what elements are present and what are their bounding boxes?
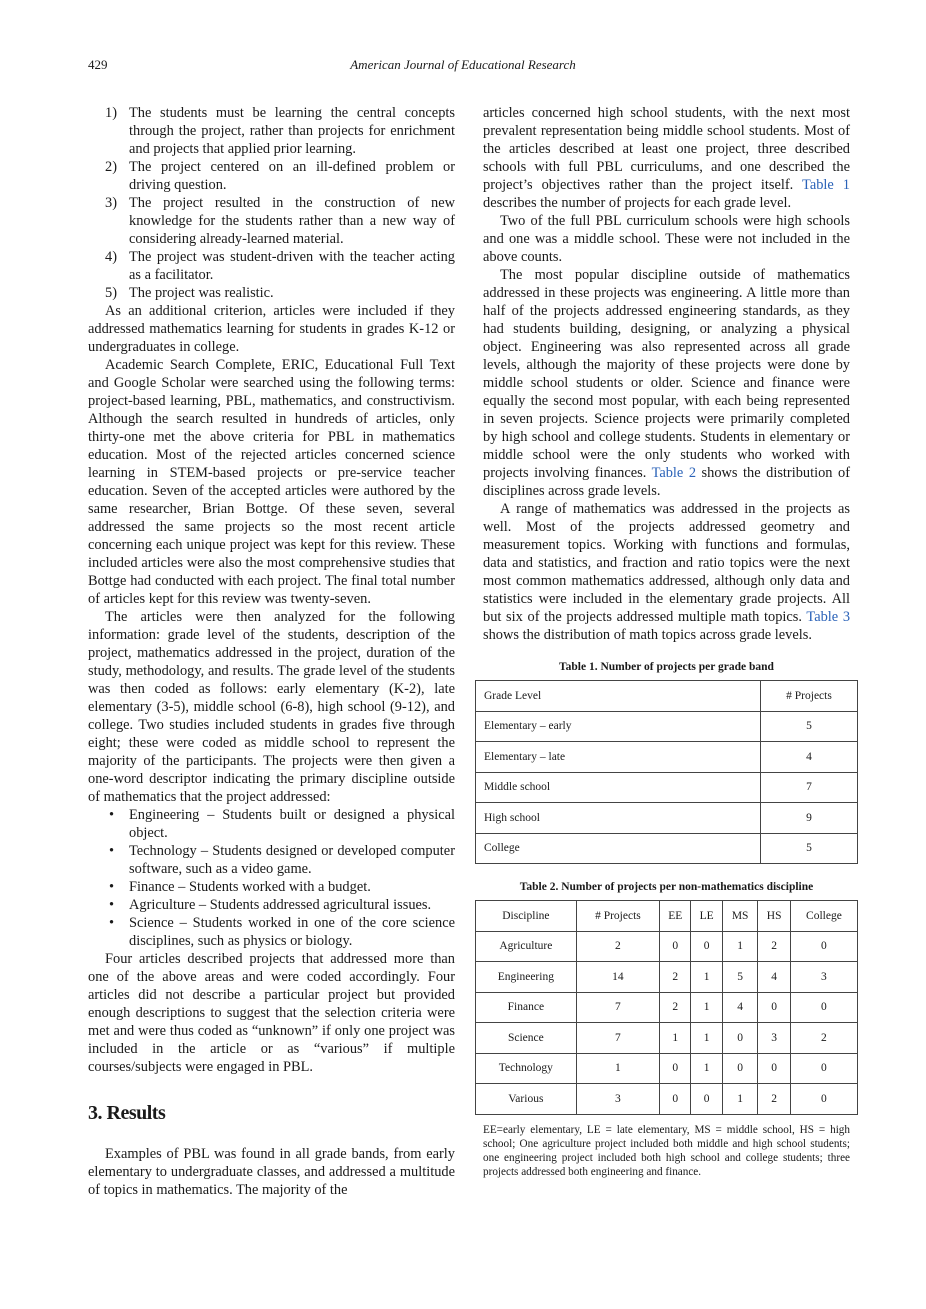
paragraph [483,266,850,500]
paragraph: Two of the full PBL curriculum schools were high schools and one was a middle school. These were not included in the above counts. [483,213,850,265]
criteria-number: 2) [105,159,117,175]
table-cell: 2 [660,992,691,1023]
discipline-item [88,806,455,842]
discipline-list [88,806,455,950]
criteria-item [88,104,455,158]
table-1-caption: Table 1. Number of projects per grade band [559,661,774,673]
discipline-text: Agriculture – Students addressed agricultural issues. [129,897,432,913]
table-cell: Elementary – late [476,742,761,773]
table-cell: 7 [761,772,858,803]
table-row [476,711,858,742]
table-cell: 7 [576,992,659,1023]
table-header-cell: College [790,901,857,932]
table-row [476,931,858,962]
table-row [476,962,858,993]
criteria-number: 4) [105,249,117,265]
criteria-item [88,194,455,248]
criteria-item [88,284,455,302]
paragraph: Academic Search Complete, ERIC, Educational Full Text and Google Scholar were searched using the following terms: project-based learning, PBL, mathematics, and constructivism. Although the search resulted in hundreds of articles, only thirty-one met the above criteria for PBL in mathematics education. Most of the rejected articles concerned science learning in STEM-based projects or pre-service teacher education. Seven of the accepted articles were authored by the same researcher, Brian Bottge. Of these seven, several addressed the same projects so the most recent article concerning each unique project was kept for this review. These included articles were also the most comprehensive studies that Bottge had conducted with each project. The final total number of articles kept for this review was twenty-seven. [88,357,455,607]
left-column [88,104,455,1199]
table-cell: 0 [790,1053,857,1084]
table-cell: 1 [691,1023,722,1054]
table-cell: 1 [691,1053,722,1084]
table-row [476,992,858,1023]
discipline-text: Finance – Students worked with a budget. [129,879,371,895]
table-cell: High school [476,803,761,834]
table-2-link[interactable]: Table 2 [651,465,697,481]
table-cell: 2 [758,931,790,962]
table-row [476,742,858,773]
criteria-text: The students must be learning the central concepts through the project, rather than projects for enrichment and projects that applied prior learning. [129,105,455,157]
table-row [476,1084,858,1115]
table-cell: 14 [576,962,659,993]
table-cell: 2 [790,1023,857,1054]
criteria-text: The project was student-driven with the teacher acting as a facilitator. [129,249,455,283]
table-cell: 0 [758,1053,790,1084]
table-cell: 0 [790,931,857,962]
table-cell: 2 [576,931,659,962]
criteria-list [88,104,455,302]
table-cell: 0 [790,992,857,1023]
table-header-cell: MS [722,901,758,932]
table-cell: 1 [691,962,722,993]
journal-title: American Journal of Educational Research [350,57,576,72]
table-cell: 4 [758,962,790,993]
table-header-cell: Discipline [476,901,577,932]
table-cell: Technology [476,1053,577,1084]
table-header-row [476,901,858,932]
criteria-text: The project centered on an ill-defined problem or driving question. [129,159,455,193]
text-run: The most popular discipline outside of mathematics addressed in these projects was engineering. A little more than half of the projects addressed engineering standards, as they had students building, designing, or analyzing a physical object. Engineering was also represented across all grade levels, although the majority of these projects were done by middle school students or older. Science and finance were equally the second most popular, with each being represented in seven projects. Science projects were primarily completed by high school and college students. Students in elementary or middle school were the only students who worked with projects involving finances. [483,267,850,481]
table-cell: 4 [722,992,758,1023]
table-row [476,803,858,834]
section-title: 3. Results [88,1102,166,1124]
table-row [476,1053,858,1084]
bullet-icon: • [109,879,115,895]
criteria-number: 3) [105,195,117,211]
table-cell: 2 [758,1084,790,1115]
table-1-link[interactable]: Table 1 [802,177,851,193]
criteria-text: The project resulted in the construction of new knowledge for the students rather than a new way of considering already-learned material. [129,195,455,247]
table-cell: 0 [660,931,691,962]
table-header-row [476,681,858,712]
table-cell: 3 [576,1084,659,1115]
discipline-item [88,878,455,896]
text-run: describes the number of projects for each grade level. [483,195,792,211]
table-cell: Elementary – early [476,711,761,742]
table-cell: Agriculture [476,931,577,962]
text-run: shows the distribution of disciplines across grade levels. [483,465,851,499]
table-cell: 0 [691,1084,722,1115]
criteria-number: 1) [105,105,117,121]
discipline-item [88,842,455,878]
discipline-item [88,896,455,914]
table-cell: 9 [761,803,858,834]
table-cell: 0 [660,1084,691,1115]
table-header-cell: Grade Level [476,681,761,712]
table-cell: Engineering [476,962,577,993]
table-cell: 2 [660,962,691,993]
text-run: articles concerned high school students, with the next most prevalent representation being middle school students. Most of the articles described at least one project, three described schools with full PBL curriculums, and one described the project’s objectives rather than the project itself. [483,105,850,193]
criteria-number: 5) [105,285,117,301]
table-2-note: EE=early elementary, LE = late elementary, MS = middle school, HS = high school; One agriculture project included both middle and high school students; one engineering project included both high school and college students; three projects addressed both engineering and finance. [483,1123,850,1178]
criteria-text: The project was realistic. [129,285,274,301]
page-header [0,57,926,75]
table-cell: 0 [722,1053,758,1084]
table-cell: 1 [660,1023,691,1054]
table-cell: 7 [576,1023,659,1054]
table-cell: 1 [722,931,758,962]
table-cell: Middle school [476,772,761,803]
discipline-text: Technology – Students designed or developed computer software, such as a video game. [129,843,455,877]
table-2-caption: Table 2. Number of projects per non-mathematics discipline [519,881,814,893]
table-cell: 5 [761,711,858,742]
table-cell: 0 [691,931,722,962]
table-row [476,833,858,864]
table-2 [475,900,858,1115]
table-cell: Various [476,1084,577,1115]
table-cell: 0 [722,1023,758,1054]
table-cell: 1 [691,992,722,1023]
text-run: shows the distribution of math topics across grade levels. [483,627,812,643]
table-cell: 4 [761,742,858,773]
table-header-cell: # Projects [761,681,858,712]
paragraph: Four articles described projects that addressed more than one of the above areas and were coded accordingly. Four articles did not describe a particular project but provided enough descriptions to suggest that the selection criteria were met and were thus coded as “unknown” if only one project was included in the article or as “various” if multiple courses/subjects were engaged in PBL. [88,951,455,1075]
discipline-text: Science – Students worked in one of the core science disciplines, such as physics or biology. [129,915,455,949]
table-cell: 3 [758,1023,790,1054]
table-header-cell: EE [660,901,691,932]
right-column [483,104,850,1179]
criteria-item [88,248,455,284]
table-1 [475,680,858,864]
paragraph [483,104,850,212]
bullet-icon: • [109,807,115,823]
table-cell: 0 [758,992,790,1023]
table-cell: 0 [790,1084,857,1115]
paragraph [483,500,850,644]
table-row [476,1023,858,1054]
table-cell: 0 [660,1053,691,1084]
paragraph: Examples of PBL was found in all grade bands, from early elementary to undergraduate classes, and addressed a multitude of topics in mathematics. The majority of the [88,1146,455,1198]
discipline-item [88,914,455,950]
table-header-cell: LE [691,901,722,932]
paragraph: As an additional criterion, articles were included if they addressed mathematics learning for students in grades K-12 or undergraduates in college. [88,303,455,355]
bullet-icon: • [109,915,115,931]
table-cell: Science [476,1023,577,1054]
table-cell: 5 [761,833,858,864]
table-cell: 5 [722,962,758,993]
table-header-cell: HS [758,901,790,932]
table-row [476,772,858,803]
page-number: 429 [88,57,108,72]
table-3-link[interactable]: Table 3 [806,609,851,625]
bullet-icon: • [109,897,115,913]
paragraph: The articles were then analyzed for the following information: grade level of the students, description of the project, mathematics addressed in the project, duration of the study, methodology, and results. The grade level of the students was then coded as follows: early elementary (K-2), late elementary (3-5), middle school (6-8), high school (9-12), and college. Two studies included students in grades five through eight; these were coded as middle school to represent the majority of the participants. The projects were then given a one-word descriptor indicating the primary discipline outside of mathematics that the project addressed: [88,609,455,805]
table-cell: College [476,833,761,864]
criteria-item [88,158,455,194]
table-cell: 3 [790,962,857,993]
bullet-icon: • [109,843,115,859]
text-run: A range of mathematics was addressed in the projects as well. Most of the projects addressed geometry and measurement topics. Working with functions and formulas, data and statistics, and fraction and ratio topics were the next most common mathematics addressed, although only data and statistics were included in the elementary grade projects. All but six of the projects addressed multiple math topics. [483,501,850,625]
table-cell: 1 [576,1053,659,1084]
table-header-cell: # Projects [576,901,659,932]
table-cell: Finance [476,992,577,1023]
table-cell: 1 [722,1084,758,1115]
discipline-text: Engineering – Students built or designed a physical object. [129,807,455,841]
